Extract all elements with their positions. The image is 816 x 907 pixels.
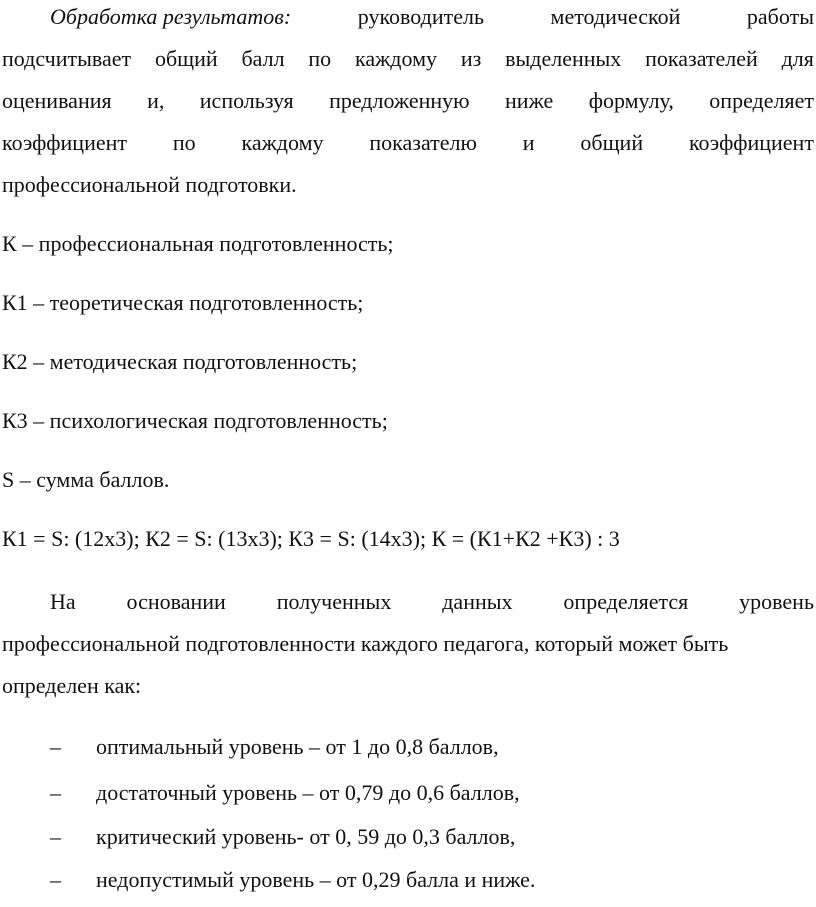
definition-k1: К1 – теоретическая подготовленность; — [2, 290, 364, 315]
paragraph-1-line-3 — [2, 86, 814, 116]
definition-s: S – сумма баллов. — [2, 467, 170, 492]
word: ниже — [505, 88, 554, 113]
word: оценивания — [2, 88, 112, 113]
word: предложенную — [329, 88, 470, 113]
word: руководитель — [357, 4, 484, 29]
paragraph-1-line-4 — [2, 128, 814, 158]
word: работы — [746, 4, 814, 29]
list-item — [0, 778, 816, 808]
word: полученных — [276, 589, 392, 614]
paragraph-1-line-2 — [2, 44, 814, 74]
list-item-text: оптимальный уровень – от 1 до 0,8 баллов, — [96, 734, 499, 759]
word: каждому — [354, 46, 437, 71]
paragraph-1-line-1 — [50, 2, 814, 32]
word: коэффициент — [688, 130, 814, 155]
word: и — [522, 130, 535, 155]
word: выделенных — [505, 46, 622, 71]
paragraph-2-line-3: определен как: — [2, 673, 142, 698]
paragraph-2-line-2: профессиональной подготовленности каждого педагога, который может быть — [2, 631, 729, 656]
formula: К1 = S: (12х3); К2 = S: (13х3); К3 = S: (14х3); К = (К1+К2 +К3) : 3 — [2, 526, 620, 551]
list-item-text: критический уровень- от 0, 59 до 0,3 баллов, — [96, 824, 516, 849]
word: общий — [580, 130, 644, 155]
word: коэффициент — [2, 130, 128, 155]
word: и, — [147, 88, 165, 113]
dash-bullet: – — [50, 780, 61, 805]
word: формулу, — [588, 88, 674, 113]
list-item-text: достаточный уровень – от 0,79 до 0,6 баллов, — [96, 780, 520, 805]
list-item — [0, 865, 816, 895]
word: по — [308, 46, 332, 71]
list-item — [0, 822, 816, 852]
definition-k: К – профессиональная подготовленность; — [2, 231, 394, 256]
word: основании — [126, 589, 226, 614]
word: определяется — [563, 589, 689, 614]
word: для — [781, 46, 814, 71]
word: показателю — [369, 130, 477, 155]
word: данных — [442, 589, 513, 614]
word: из — [460, 46, 482, 71]
word: определяет — [709, 88, 814, 113]
section-label: Обработка результатов: — [50, 4, 292, 29]
word: по — [172, 130, 196, 155]
word: На — [50, 589, 76, 614]
word: используя — [199, 88, 294, 113]
word: показателей — [645, 46, 758, 71]
paragraph-1-line-5: профессиональной подготовки. — [2, 172, 297, 197]
list-item — [0, 732, 816, 762]
definition-k2: К2 – методическая подготовленность; — [2, 349, 358, 374]
list-item-text: недопустимый уровень – от 0,29 балла и ниже. — [96, 867, 536, 892]
word: каждому — [241, 130, 324, 155]
word: подсчитывает — [2, 46, 132, 71]
definition-k3: К3 – психологическая подготовленность; — [2, 408, 388, 433]
paragraph-2-line-1 — [50, 587, 814, 617]
word: методической — [550, 4, 681, 29]
dash-bullet: – — [50, 734, 61, 759]
word: балл — [241, 46, 285, 71]
dash-bullet: – — [50, 824, 61, 849]
word: уровень — [739, 589, 814, 614]
dash-bullet: – — [50, 867, 61, 892]
word: общий — [154, 46, 218, 71]
